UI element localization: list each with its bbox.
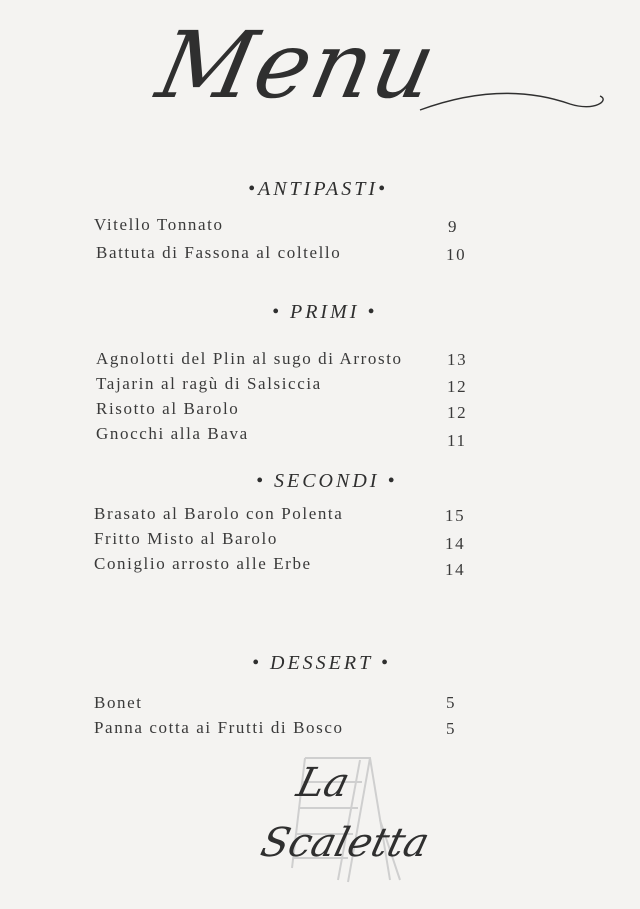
menu-item-name: Brasato al Barolo con Polenta: [94, 504, 344, 523]
menu-title: [148, 12, 620, 148]
section-heading-antipasti: •ANTIPASTI•: [248, 178, 388, 200]
menu-item-name: Tajarin al ragù di Salsiccia: [96, 374, 322, 393]
menu-item-name: Bonet: [94, 693, 143, 712]
menu-item-price: 5: [446, 693, 457, 712]
menu-item-name: Agnolotti del Plin al sugo di Arrosto: [96, 349, 403, 368]
logo-text-line1: La: [292, 760, 355, 806]
logo-text-line2: Scaletta: [256, 820, 434, 866]
menu-item-price: 11: [447, 431, 467, 450]
section-heading-secondi: • SECONDI •: [256, 470, 398, 492]
menu-item-name: Panna cotta ai Frutti di Bosco: [94, 718, 344, 737]
menu-item-price: 9: [448, 217, 459, 236]
menu-item-price: 12: [447, 377, 468, 396]
menu-item-name: Vitello Tonnato: [94, 215, 224, 234]
menu-item-name: Fritto Misto al Barolo: [94, 529, 278, 548]
menu-item-name: Coniglio arrosto alle Erbe: [94, 554, 312, 573]
section-heading-dessert: • DESSERT •: [252, 652, 391, 674]
menu-item-price: 5: [446, 719, 457, 738]
restaurant-logo: [250, 750, 434, 900]
menu-item-price: 13: [447, 350, 468, 369]
menu-title-text: Menu: [148, 12, 447, 119]
menu-item-price: 14: [445, 560, 466, 579]
menu-item-price: 15: [445, 506, 466, 525]
menu-item-price: 14: [445, 534, 466, 553]
menu-item-price: 12: [447, 403, 468, 422]
section-heading-primi: • PRIMI •: [272, 301, 378, 323]
menu-item-price: 10: [446, 245, 467, 264]
menu-item-name: Gnocchi alla Bava: [96, 424, 249, 443]
menu-item-name: Battuta di Fassona al coltello: [96, 243, 342, 262]
menu-item-name: Risotto al Barolo: [96, 399, 240, 418]
